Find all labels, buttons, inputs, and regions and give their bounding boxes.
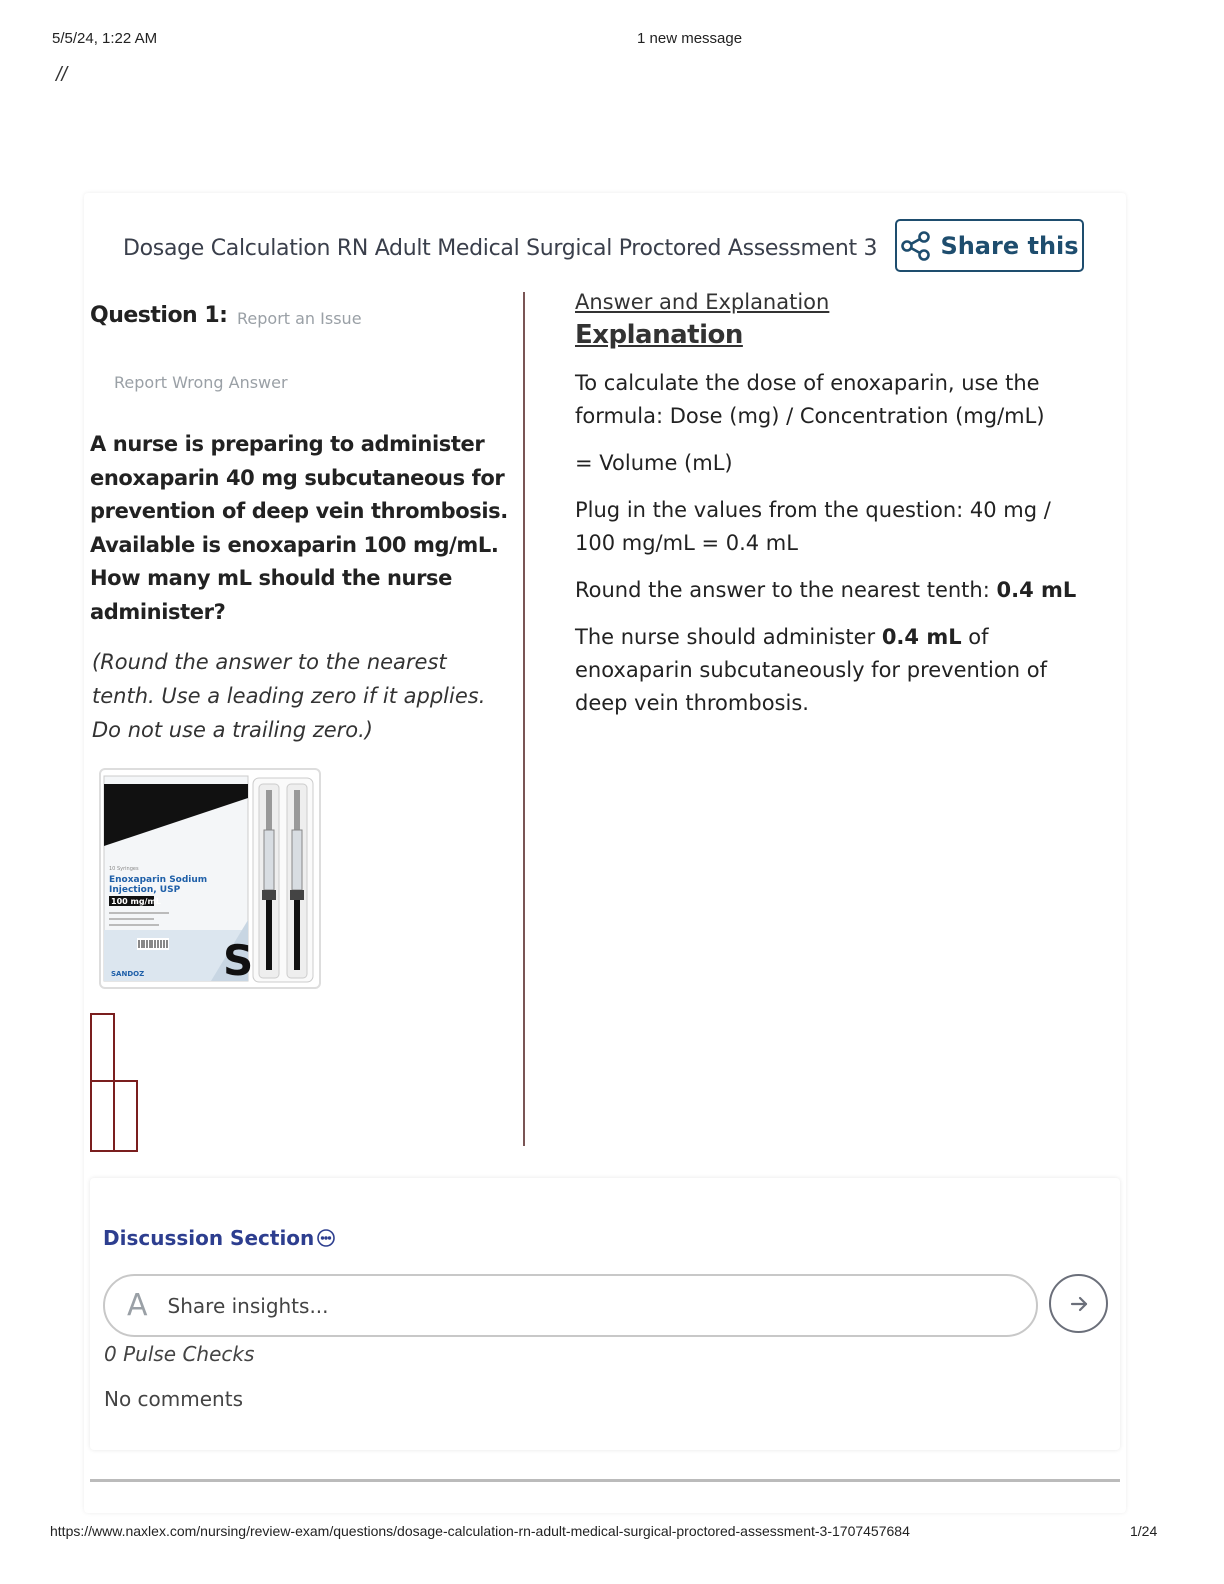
explanation-paragraph: Plug in the values from the question: 40 mg / 100 mg/mL = 0.4 mL: [575, 498, 1051, 555]
share-insights-placeholder: Share insights...: [167, 1293, 329, 1318]
explanation-paragraph: Round the answer to the nearest tenth: 0.4 mL: [575, 578, 1077, 602]
explanation-paragraph: To calculate the dose of enoxaparin, use the formula: Dose (mg) / Concentration (mg/mL): [575, 371, 1045, 428]
question-text: A nurse is preparing to administer enoxaparin 40 mg subcutaneous for prevention of deep vein thrombosis. Available is enoxaparin 100 mg/mL. How many mL should the nurse administer?: [90, 432, 508, 624]
print-date: 5/5/24, 1:22 AM: [52, 30, 158, 47]
report-issue-link[interactable]: Report an Issue: [237, 309, 362, 328]
package-strength: 100 mg/mL: [111, 897, 161, 906]
arrow-right-icon: [1067, 1292, 1091, 1316]
share-insights-input[interactable]: [103, 1274, 1038, 1337]
discussion-title: Discussion Section: [103, 1226, 336, 1250]
drug-package-image: [99, 768, 321, 989]
print-page-number: 1/24: [1130, 1523, 1158, 1539]
pulse-checks-count: 0 Pulse Checks: [104, 1342, 255, 1366]
print-slashes: //: [56, 64, 68, 86]
column-divider: [523, 292, 525, 1146]
print-url: https://www.naxlex.com/nursing/review-exam/questions/dosage-calculation-rn-adult-medical-surgical-proctored-assessment-3-1707457684: [50, 1523, 910, 1539]
explanation-paragraph: = Volume (mL): [575, 451, 733, 475]
answer-explanation-link[interactable]: Answer and Explanation: [575, 290, 830, 314]
bottom-divider: [90, 1479, 1120, 1482]
page-title: Dosage Calculation RN Adult Medical Surgical Proctored Assessment 3: [123, 236, 878, 261]
question-heading: Question 1:: [90, 303, 228, 328]
placeholder-box-top: [90, 1013, 115, 1082]
chat-bubble-icon: [316, 1228, 336, 1248]
package-product-name: Enoxaparin Sodium: [109, 875, 208, 885]
explanation-paragraph: The nurse should administer 0.4 mL of enoxaparin subcutaneously for prevention of deep vein thrombosis.: [575, 625, 1047, 715]
explanation-body: [575, 367, 1085, 734]
no-comments-text: No comments: [104, 1387, 243, 1411]
package-brand: SANDOZ: [111, 970, 145, 978]
explanation-heading: Explanation: [575, 320, 743, 350]
final-answer: 0.4 mL: [881, 625, 962, 649]
placeholder-box-right: [113, 1080, 138, 1152]
question-note: (Round the answer to the nearest tenth. Use a leading zero if it applies. Do not use a trailing zero.): [92, 650, 486, 742]
share-label: Share this: [940, 231, 1079, 260]
share-button[interactable]: [895, 219, 1084, 272]
share-icon: [900, 230, 932, 262]
print-new-message: 1 new message: [637, 30, 743, 47]
package-logo-letter: S: [223, 936, 254, 985]
rounded-answer: 0.4 mL: [996, 578, 1077, 602]
package-product-subname: Injection, USP: [109, 885, 181, 895]
package-count-label: 10 Syringes: [109, 866, 139, 872]
avatar: A: [127, 1288, 148, 1323]
report-wrong-answer-link[interactable]: Report Wrong Answer: [114, 373, 288, 392]
placeholder-box-left: [90, 1080, 115, 1152]
send-button[interactable]: [1049, 1274, 1108, 1333]
